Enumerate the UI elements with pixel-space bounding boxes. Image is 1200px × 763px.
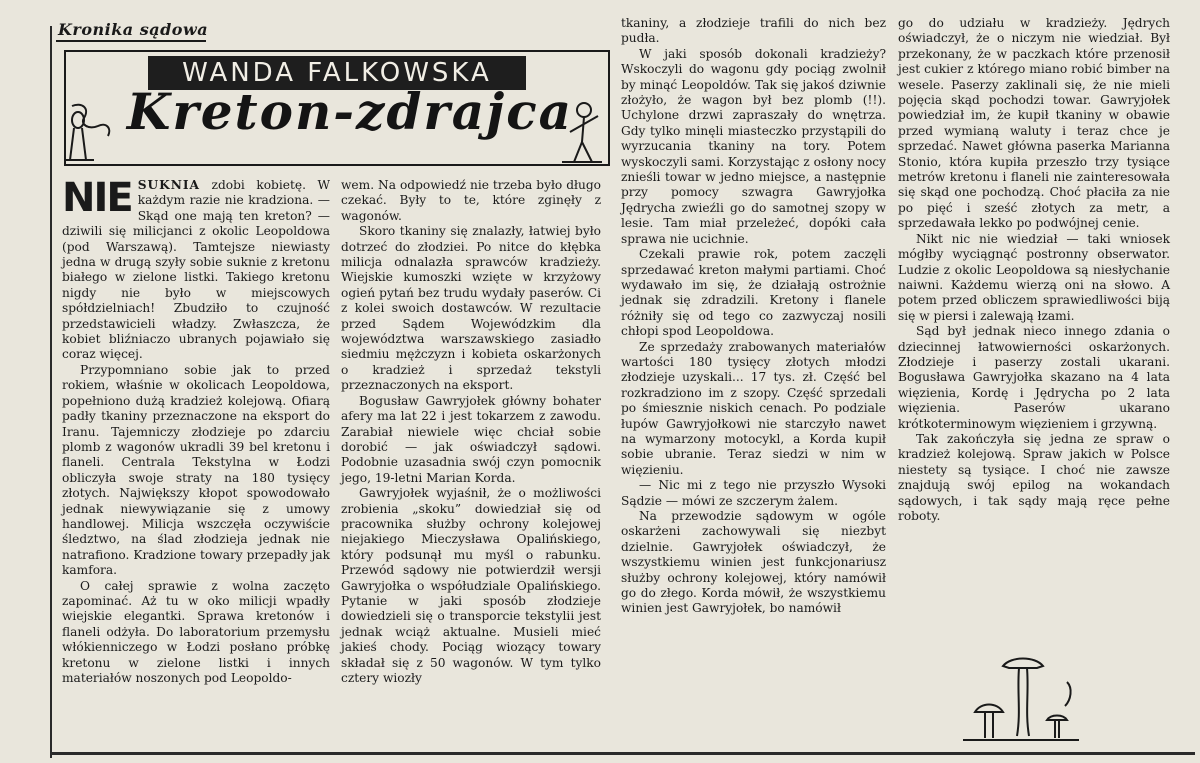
article-column-3 bbox=[621, 16, 886, 617]
paragraph: Ze sprzedaży zrabowanych materiałów wartości 180 tysięcy złotych młodzi złodzieje uzyskali... 17 tys. zł. Część bel rozkradziono im z szopy. Część sprzedali po śmiesznie niskich cenach. Po podziale łupów Gawryjołkowi nie starczyło nawet na wymarzony motocykl, a Korda kupił sobie ubranie. Teraz siedzi w nim w więzieniu. bbox=[621, 339, 886, 477]
paragraph: Bogusław Gawryjołek główny bohater afery ma lat 22 i jest tokarzem z zawodu. Zarabiał niewiele więc chciał sobie dorobić — jak oświadczył sądowi. Podobnie uzasadnia swój czyn pomocnik jego, 19-letni Marian Korda. bbox=[341, 393, 601, 485]
paragraph: — Nic mi z tego nie przyszło Wysoki Sądzie — mówi ze szczerym żalem. bbox=[621, 478, 886, 508]
paragraph: Przypomniano sobie jak to przed rokiem, właśnie w okolicach Leopoldowa, popełniono dużą kradzież kolejową. Ofiarą padły tkaniny przeznaczone na eksport do Iranu. Tajemniczy złodzieje po zdarciu plomb z wagonów ukradli 39 bel kretonu i flaneli. Centrala Tekstylna w Łodzi obliczyła swoje straty na 180 tysięcy złotych. Największy kłopot spowodowało jednak niewywiązanie się z umowy handlowej. Milicja wszczęła oczywiście śledztwo, na ślad złodzieja jednak nie natrafiono. Kradzione towary przepadły jak kamfora. bbox=[62, 362, 330, 578]
author-name: WANDA FALKOWSKA bbox=[148, 56, 526, 90]
paragraph: tkaniny, a złodzieje trafili do nich bez pudła. bbox=[621, 16, 886, 46]
paragraph-text: zdobi kobietę. W każdym razie nie kradziona. — Skąd one mają ten kreton? — dziwili się milicjanci z okolic Leopoldowa (pod Warszawą). Tamtejsze niewiasty jedna w drugą szyły sobie suknie z kretonu białego w zielone listki. Takiego kretonu nigdy nie było w miejscowych spółdzielniach! Zbudziło to czujność przedstawicieli władzy. Zwłaszcza, że kobiet bliźniaczo ubranych pojawiało się coraz więcej. bbox=[62, 178, 330, 362]
rubric-underline bbox=[56, 40, 206, 42]
left-border-rule bbox=[50, 26, 52, 758]
article-column-1 bbox=[62, 175, 330, 686]
article-column-2 bbox=[341, 178, 601, 686]
paragraph: Tak zakończyła się jedna ze spraw o kradzież kolejową. Spraw jakich w Polsce niestety są tysiące. I choć nie zawsze znajdują swój epilog na wokandach sądowych, i tak sądy mają ręce pełne roboty. bbox=[898, 431, 1170, 523]
section-rubric: Kronika sądowa bbox=[58, 20, 209, 39]
paragraph: Czekali prawie rok, potem zaczęli sprzedawać kreton małymi partiami. Choć wydawało im się, że działają ostrożnie jednak się zdradzili. Kretony i flanele różniły się od tego co zazwyczaj nosili chłopi spod Leopoldowa. bbox=[621, 247, 886, 339]
mannequin-illustration bbox=[64, 96, 124, 168]
lead-word: SUKNIA bbox=[137, 178, 201, 192]
paragraph: Skoro tkaniny się znalazły, łatwiej było dotrzeć do złodziei. Po nitce do kłębka milicja odnalazła sprawców kradzieży. Wiejskie kumoszki wzięte w krzyżowy ogień pytań bez trudu wydały paserów. Ci z kolei swoich dostawców. W rezultacie przed Sądem Wojewódzkim dla województwa warszawskiego zasiadło siedmiu mężczyzn i kobieta oskarżonych o kradzież i sprzedaż tekstyli przeznaczonych na eksport. bbox=[341, 224, 601, 393]
paragraph: go do udziału w kradzieży. Jędrych oświadczył, że o niczym nie wiedział. Był przekonany, że w paczkach które przenosił jest cukier z którego miano robić bimber na wesele. Paserzy zaklinali się, że nie mieli pojęcia skąd pochodzi towar. Gawryjołek powiedział im, że kupił tkaniny w obawie przed wymianą waluty i teraz chce je sprzedać. Nawet główna paserka Marianna Stonio, która kupiła przeszło trzy tysiące metrów kretonu i flaneli nie zainteresowała się skąd one pochodzą. Choć płaciła za nie po pięć i sześć złotych za metr, a sprzedawała lekko po podwójnej cenie. bbox=[898, 16, 1170, 231]
paragraph: Gawryjołek wyjaśnił, że o możliwości zrobienia „skoku” dowiedział się od pracownika służby ochrony kolejowej niejakiego Mieczysława Opalińskiego, który podsunął mu myśl o rabunku. Przewód sądowy nie potwierdził wersji Gawryjołka o współudziale Opalińskiego. Pytanie w jaki sposób złodzieje dowiedzieli się o transporcie tekstylii jest jednak wciąż aktualne. Musieli mieć jakieś chody. Pociąg wiozący towary składał się z 50 wagonów. W tym tylko cztery wiozły bbox=[341, 486, 601, 685]
paragraph: O całej sprawie z wolna zaczęto zapominać. Aż tu w oko milicji wpadły wiejskie elegantki. Sprawa kretonów i flaneli odżyła. Do laboratorium przemysłu włókienniczego w Łodzi posłano próbkę kretonu w zielone listki i innych materiałów noszonych pod Leopoldo- bbox=[62, 578, 330, 685]
mushroom-illustration bbox=[955, 652, 1085, 750]
paragraph: wem. Na odpowiedź nie trzeba było długo czekać. Były to te, które zginęły z wagonów. bbox=[341, 178, 601, 223]
article-title: Kreton-zdrajca bbox=[126, 82, 574, 141]
paragraph: W jaki sposób dokonali kradzieży? Wskoczyli do wagonu gdy pociąg zwolnił by minąć Leopoldów. Tak się jakoś dziwnie złożyło, że wagon był bez plomb (!!). Uchylone drzwi zapraszały do wnętrza. Gdy tylko minęli miasteczko przystąpili do wyrzucania tkaniny na tory. Potem wyskoczyli sami. Korzystając z osłony nocy znieśli towar w jedno miejsce, a następnie przy pomocy szwagra Gawryjołka Jędrycha zwieźli go do samotnej szopy w lesie. Tam miał przeleżeć, dopóki cała sprawa nie ucichnie. bbox=[621, 46, 886, 246]
bottom-border-rule bbox=[50, 752, 1195, 755]
paragraph: Na przewodzie sądowym w ogóle oskarżeni zachowywali się niezbyt dzielnie. Gawryjołek oświadczył, że wszystkiemu winien jest funkcjonariusz służby ochrony kolejowej, który namówił go do złego. Korda mówił, że wszystkiemu winien jest Gawryjołek, bo namówił bbox=[621, 509, 886, 616]
paragraph: Nikt nic nie wiedział — taki wniosek mógłby wyciągnąć postronny obserwator. Ludzie z okolic Leopoldowa są niesłychanie naiwni. Każdemu wierzą oni na słowo. A potem przed obliczem sprawiedliwości biją się w piersi i zalewają łzami. bbox=[898, 231, 1170, 323]
drop-cap: NIE bbox=[62, 175, 132, 221]
paragraph bbox=[62, 175, 330, 363]
article-column-4 bbox=[898, 16, 1170, 524]
paragraph: Sąd był jednak nieco innego zdania o dziecinnej łatwowierności oskarżonych. Złodzieje i paserzy zostali ukarani. Bogusława Gawryjołka skazano na 4 lata więzienia, Kordę i Jędrycha po 2 lata więzienia. Paserów ukarano krótkoterminowym więzieniem i grzywną. bbox=[898, 324, 1170, 431]
figure-illustration bbox=[548, 96, 608, 168]
